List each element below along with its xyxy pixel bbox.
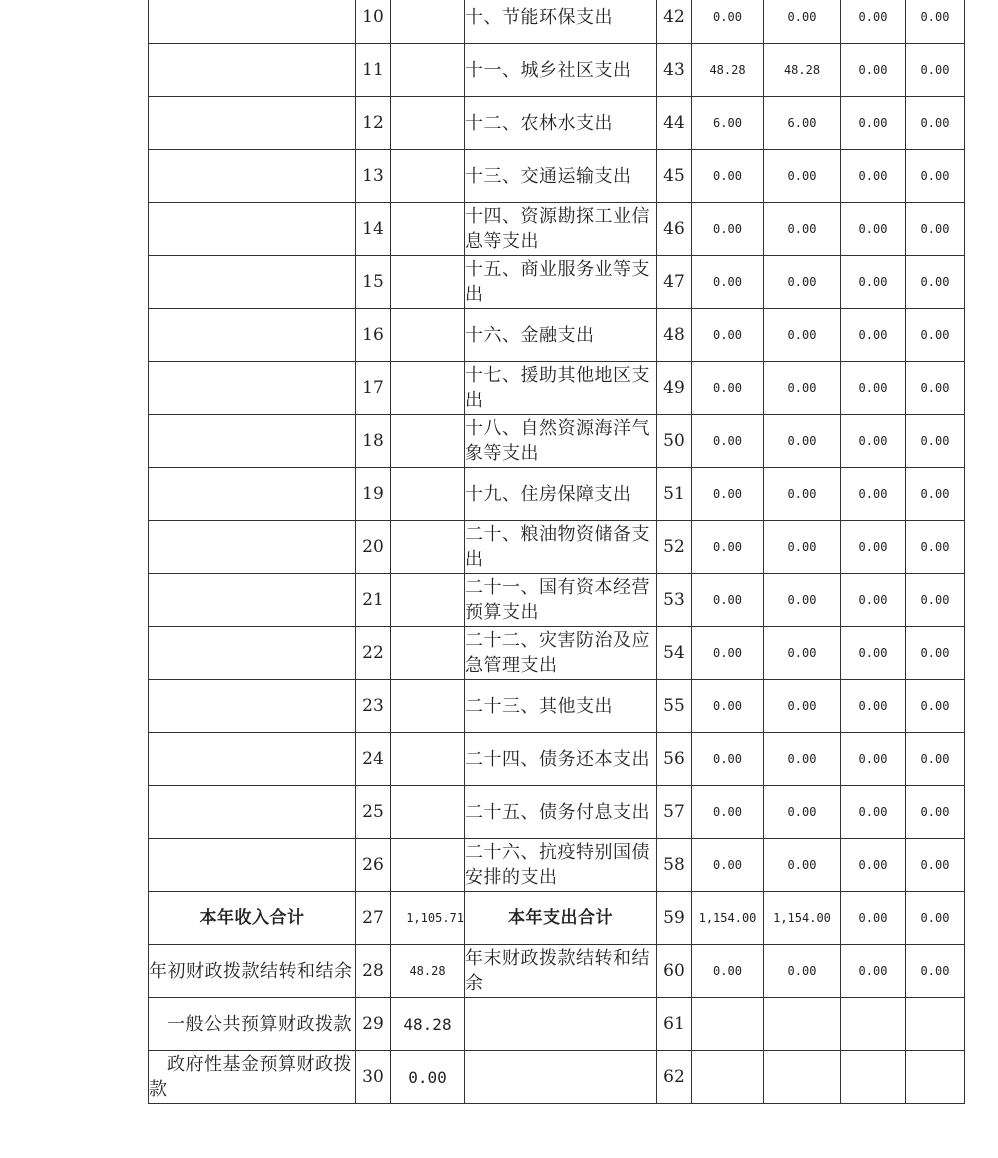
line-number: 62	[657, 1051, 692, 1104]
amount-cell: 0.00	[841, 468, 906, 521]
empty-cell	[391, 839, 465, 892]
amount-cell: 0.00	[692, 945, 764, 998]
amount-cell: 0.00	[764, 521, 841, 574]
amount-cell: 0.00	[764, 945, 841, 998]
amount-cell: 0.00	[906, 256, 965, 309]
amount-cell: 0.00	[692, 362, 764, 415]
amount-cell: 0.00	[906, 0, 965, 44]
expense-label: 十八、自然资源海洋气象等支出	[465, 415, 657, 468]
empty-cell	[391, 574, 465, 627]
line-number: 16	[356, 309, 391, 362]
expense-carry-label: 年末财政拨款结转和结余	[465, 945, 657, 998]
line-number: 29	[356, 998, 391, 1051]
amount-cell: 0.00	[841, 256, 906, 309]
expense-row	[149, 150, 965, 203]
amount-cell: 0.00	[906, 44, 965, 97]
line-number: 59	[657, 892, 692, 945]
general-budget-label: 一般公共预算财政拨款	[149, 998, 356, 1051]
empty-cell	[149, 839, 356, 892]
expense-row	[149, 362, 965, 415]
empty-cell	[391, 203, 465, 256]
line-number: 60	[657, 945, 692, 998]
expense-row	[149, 733, 965, 786]
empty-cell	[764, 998, 841, 1051]
expense-label: 二十四、债务还本支出	[465, 733, 657, 786]
income-total-label: 本年收入合计	[149, 892, 356, 945]
empty-cell	[149, 786, 356, 839]
expense-label: 十九、住房保障支出	[465, 468, 657, 521]
amount-cell: 1,154.00	[764, 892, 841, 945]
expense-label: 十四、资源勘探工业信息等支出	[465, 203, 657, 256]
amount-cell: 0.00	[692, 256, 764, 309]
empty-cell	[149, 309, 356, 362]
line-number: 22	[356, 627, 391, 680]
empty-cell	[391, 415, 465, 468]
amount-cell: 0.00	[764, 627, 841, 680]
line-number: 14	[356, 203, 391, 256]
empty-cell	[391, 256, 465, 309]
amount-cell: 0.00	[841, 97, 906, 150]
amount-cell: 0.00	[841, 0, 906, 44]
amount-cell: 0.00	[692, 415, 764, 468]
line-number: 27	[356, 892, 391, 945]
line-number: 55	[657, 680, 692, 733]
empty-cell	[692, 1051, 764, 1104]
empty-cell	[149, 362, 356, 415]
amount-cell: 0.00	[906, 892, 965, 945]
expense-row	[149, 468, 965, 521]
amount-cell: 0.00	[764, 309, 841, 362]
expense-row	[149, 256, 965, 309]
line-number: 58	[657, 839, 692, 892]
income-total-amount: 1,105.71	[391, 892, 465, 945]
empty-cell	[764, 1051, 841, 1104]
expense-label: 十二、农林水支出	[465, 97, 657, 150]
line-number: 54	[657, 627, 692, 680]
empty-cell	[841, 1051, 906, 1104]
amount-cell: 0.00	[906, 627, 965, 680]
empty-cell	[149, 256, 356, 309]
line-number: 17	[356, 362, 391, 415]
expense-rows	[149, 0, 965, 892]
line-number: 56	[657, 733, 692, 786]
line-number: 21	[356, 574, 391, 627]
expense-label: 十七、援助其他地区支出	[465, 362, 657, 415]
general-budget-amount: 48.28	[391, 998, 465, 1051]
amount-cell: 0.00	[906, 415, 965, 468]
amount-cell: 0.00	[841, 733, 906, 786]
amount-cell: 0.00	[692, 309, 764, 362]
amount-cell: 0.00	[692, 0, 764, 44]
amount-cell: 0.00	[841, 627, 906, 680]
line-number: 57	[657, 786, 692, 839]
amount-cell: 0.00	[906, 680, 965, 733]
expense-row	[149, 521, 965, 574]
empty-cell	[391, 150, 465, 203]
amount-cell: 0.00	[841, 574, 906, 627]
amount-cell: 0.00	[906, 839, 965, 892]
amount-cell: 0.00	[906, 203, 965, 256]
amount-cell: 0.00	[764, 256, 841, 309]
empty-cell	[391, 786, 465, 839]
line-number: 26	[356, 839, 391, 892]
expense-row	[149, 309, 965, 362]
empty-cell	[149, 574, 356, 627]
line-number: 12	[356, 97, 391, 150]
amount-cell: 0.00	[906, 150, 965, 203]
summary-rows	[149, 892, 965, 1104]
amount-cell: 0.00	[841, 203, 906, 256]
empty-cell	[149, 203, 356, 256]
amount-cell: 0.00	[692, 521, 764, 574]
amount-cell: 0.00	[764, 680, 841, 733]
amount-cell: 0.00	[692, 574, 764, 627]
empty-cell	[692, 998, 764, 1051]
expense-row	[149, 839, 965, 892]
amount-cell: 6.00	[764, 97, 841, 150]
line-number: 49	[657, 362, 692, 415]
income-carry-label: 年初财政拨款结转和结余	[149, 945, 356, 998]
line-number: 10	[356, 0, 391, 44]
amount-cell: 0.00	[906, 362, 965, 415]
amount-cell: 0.00	[841, 309, 906, 362]
amount-cell: 0.00	[764, 415, 841, 468]
empty-cell	[841, 998, 906, 1051]
empty-cell	[149, 415, 356, 468]
line-number: 61	[657, 998, 692, 1051]
empty-cell	[391, 521, 465, 574]
amount-cell: 0.00	[692, 786, 764, 839]
carry-row	[149, 945, 965, 998]
empty-cell	[906, 998, 965, 1051]
line-number: 24	[356, 733, 391, 786]
empty-cell	[391, 44, 465, 97]
expense-label: 二十五、债务付息支出	[465, 786, 657, 839]
amount-cell: 0.00	[764, 0, 841, 44]
empty-cell	[149, 468, 356, 521]
amount-cell: 0.00	[764, 362, 841, 415]
amount-cell: 0.00	[841, 150, 906, 203]
line-number: 13	[356, 150, 391, 203]
fund-budget-label: 政府性基金预算财政拨款	[149, 1051, 356, 1104]
amount-cell: 0.00	[692, 627, 764, 680]
empty-cell	[465, 998, 657, 1051]
amount-cell: 0.00	[764, 468, 841, 521]
line-number: 23	[356, 680, 391, 733]
amount-cell: 0.00	[764, 839, 841, 892]
amount-cell: 0.00	[906, 521, 965, 574]
line-number: 43	[657, 44, 692, 97]
expense-row	[149, 680, 965, 733]
amount-cell: 48.28	[764, 44, 841, 97]
amount-cell: 0.00	[692, 839, 764, 892]
empty-cell	[149, 680, 356, 733]
empty-cell	[391, 309, 465, 362]
empty-cell	[391, 627, 465, 680]
line-number: 47	[657, 256, 692, 309]
line-number: 19	[356, 468, 391, 521]
amount-cell: 0.00	[692, 203, 764, 256]
amount-cell: 0.00	[841, 680, 906, 733]
expense-row	[149, 0, 965, 44]
amount-cell: 0.00	[692, 468, 764, 521]
total-row	[149, 892, 965, 945]
budget-table	[148, 0, 965, 1104]
empty-cell	[149, 627, 356, 680]
amount-cell: 0.00	[764, 786, 841, 839]
empty-cell	[391, 0, 465, 44]
expense-row	[149, 44, 965, 97]
expense-row	[149, 415, 965, 468]
line-number: 51	[657, 468, 692, 521]
expense-label: 十五、商业服务业等支出	[465, 256, 657, 309]
amount-cell: 0.00	[692, 150, 764, 203]
amount-cell: 0.00	[906, 945, 965, 998]
fund-budget-amount: 0.00	[391, 1051, 465, 1104]
empty-cell	[149, 0, 356, 44]
expense-row	[149, 574, 965, 627]
amount-cell: 0.00	[764, 733, 841, 786]
amount-cell: 1,154.00	[692, 892, 764, 945]
empty-cell	[149, 44, 356, 97]
expense-label: 二十、粮油物资储备支出	[465, 521, 657, 574]
amount-cell: 0.00	[906, 733, 965, 786]
line-number: 28	[356, 945, 391, 998]
fund-budget-row	[149, 1051, 965, 1104]
empty-cell	[149, 150, 356, 203]
expense-label: 十三、交通运输支出	[465, 150, 657, 203]
empty-cell	[391, 680, 465, 733]
amount-cell: 0.00	[841, 839, 906, 892]
expense-total-label: 本年支出合计	[465, 892, 657, 945]
line-number: 46	[657, 203, 692, 256]
amount-cell: 0.00	[906, 97, 965, 150]
empty-cell	[906, 1051, 965, 1104]
expense-label: 十一、城乡社区支出	[465, 44, 657, 97]
amount-cell: 0.00	[692, 680, 764, 733]
amount-cell: 0.00	[764, 150, 841, 203]
empty-cell	[391, 97, 465, 150]
expense-label: 二十二、灾害防治及应急管理支出	[465, 627, 657, 680]
line-number: 11	[356, 44, 391, 97]
expense-label: 二十一、国有资本经营预算支出	[465, 574, 657, 627]
line-number: 18	[356, 415, 391, 468]
amount-cell: 48.28	[692, 44, 764, 97]
line-number: 30	[356, 1051, 391, 1104]
line-number: 53	[657, 574, 692, 627]
amount-cell: 0.00	[841, 44, 906, 97]
empty-cell	[149, 733, 356, 786]
empty-cell	[391, 468, 465, 521]
amount-cell: 0.00	[764, 574, 841, 627]
expense-label: 十六、金融支出	[465, 309, 657, 362]
empty-cell	[149, 521, 356, 574]
amount-cell: 6.00	[692, 97, 764, 150]
line-number: 42	[657, 0, 692, 44]
line-number: 15	[356, 256, 391, 309]
line-number: 20	[356, 521, 391, 574]
amount-cell: 0.00	[841, 892, 906, 945]
line-number: 48	[657, 309, 692, 362]
amount-cell: 0.00	[906, 309, 965, 362]
amount-cell: 0.00	[841, 415, 906, 468]
empty-cell	[391, 733, 465, 786]
line-number: 44	[657, 97, 692, 150]
income-carry-amount: 48.28	[391, 945, 465, 998]
expense-label: 二十三、其他支出	[465, 680, 657, 733]
expense-label: 二十六、抗疫特别国债安排的支出	[465, 839, 657, 892]
line-number: 52	[657, 521, 692, 574]
amount-cell: 0.00	[692, 733, 764, 786]
line-number: 45	[657, 150, 692, 203]
expense-label: 十、节能环保支出	[465, 0, 657, 44]
expense-row	[149, 786, 965, 839]
amount-cell: 0.00	[906, 574, 965, 627]
amount-cell: 0.00	[841, 521, 906, 574]
general-budget-row	[149, 998, 965, 1051]
expense-row	[149, 97, 965, 150]
amount-cell: 0.00	[906, 786, 965, 839]
expense-row	[149, 203, 965, 256]
amount-cell: 0.00	[841, 362, 906, 415]
amount-cell: 0.00	[841, 786, 906, 839]
line-number: 50	[657, 415, 692, 468]
amount-cell: 0.00	[841, 945, 906, 998]
empty-cell	[391, 362, 465, 415]
empty-cell	[465, 1051, 657, 1104]
amount-cell: 0.00	[906, 468, 965, 521]
amount-cell: 0.00	[764, 203, 841, 256]
expense-row	[149, 627, 965, 680]
line-number: 25	[356, 786, 391, 839]
empty-cell	[149, 97, 356, 150]
